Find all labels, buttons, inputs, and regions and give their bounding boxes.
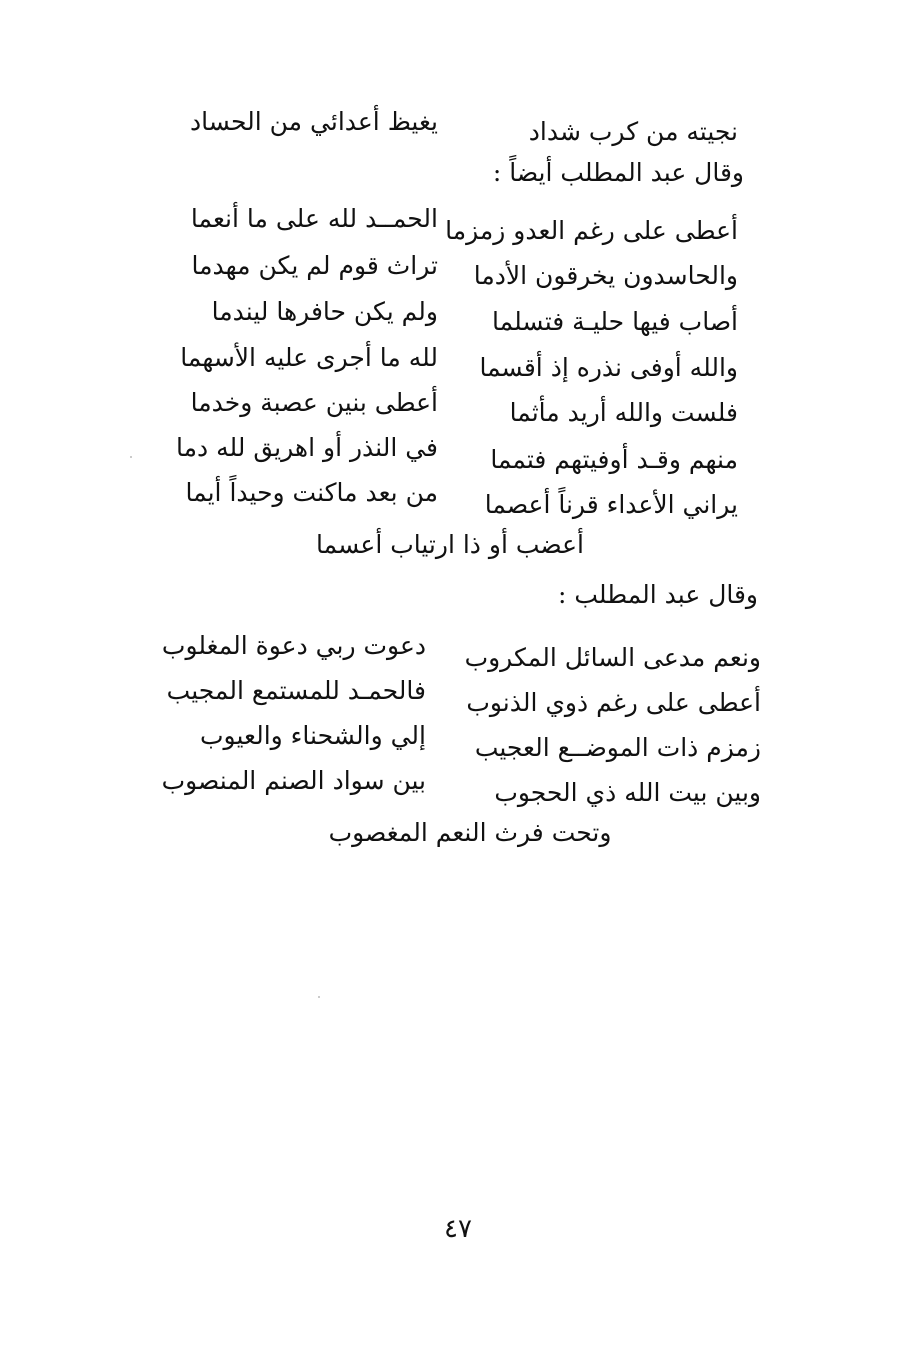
verse-first-hemistich: فالحمـد للمستمع المجيب (166, 676, 426, 705)
verse-second-hemistich: والله أوفى نذره إذ أقسما (479, 353, 738, 382)
verse-first-hemistich: ولم يكن حافرها ليندما (211, 297, 438, 326)
verse-second-hemistich: منهم وقـد أوفيتهم فتمما (490, 445, 738, 474)
section-heading-2: وقال عبد المطلب : (558, 580, 758, 609)
verse-second-hemistich: يراني الأعداء قرناً أعصما (484, 490, 738, 519)
verse-second-hemistich: أصاب فيها حليـة فتسلما (492, 307, 738, 336)
verse-first-hemistich: دعوت ربي دعوة المغلوب (161, 631, 426, 660)
verse-second-hemistich: أعطى على رغم ذوي الذنوب (466, 688, 761, 717)
page-number: ٤٧ (444, 1214, 472, 1244)
poem-2-closing-line: وتحت فرث النعم المغصوب (328, 818, 612, 847)
opening-verse-second-hemistich: نجيته من كرب شداد (528, 117, 738, 146)
verse-second-hemistich: زمزم ذات الموضــع العجيب (474, 733, 761, 762)
verse-first-hemistich: من بعد ماكنت وحيداً أيما (185, 478, 438, 507)
verse-first-hemistich: بين سواد الصنم المنصوب (161, 766, 426, 795)
verse-first-hemistich: في النذر أو اهريق لله دما (175, 433, 438, 462)
poem-1-closing-line: أعضب أو ذا ارتياب أعسما (316, 530, 584, 559)
verse-first-hemistich: إلي والشحناء والعيوب (200, 721, 426, 750)
verse-first-hemistich: تراث قوم لم يكن مهدما (191, 251, 438, 280)
verse-second-hemistich: والحاسدون يخرقون الأدما (473, 261, 738, 290)
verse-first-hemistich: أعطى بنين عصبة وخدما (190, 388, 438, 417)
scan-speck (130, 456, 132, 458)
section-heading-1: وقال عبد المطلب أيضاً : (492, 158, 744, 187)
verse-second-hemistich: أعطى على رغم العدو زمزما (445, 216, 738, 245)
verse-second-hemistich: ونعم مدعى السائل المكروب (464, 643, 761, 672)
verse-second-hemistich: وبين بيت الله ذي الحجوب (494, 778, 761, 807)
opening-verse-first-hemistich: يغيظ أعدائي من الحساد (189, 107, 438, 136)
verse-first-hemistich: لله ما أجرى عليه الأسهما (180, 343, 438, 372)
verse-second-hemistich: فلست والله أريد مأثما (509, 398, 738, 427)
scan-speck (318, 996, 320, 998)
verse-first-hemistich: الحمــد لله على ما أنعما (190, 204, 438, 233)
